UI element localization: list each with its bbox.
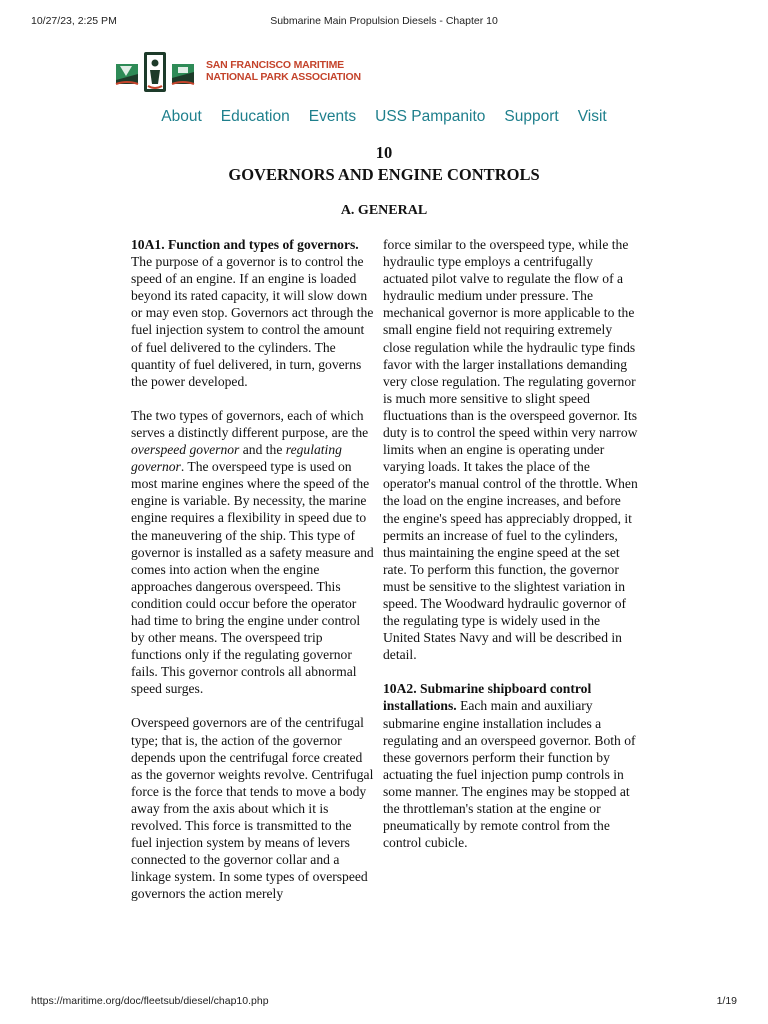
print-header: [0, 15, 768, 31]
paragraph-function-and-types: [131, 236, 376, 390]
print-url: https://maritime.org/doc/fleetsub/diesel/chap10.php: [31, 995, 269, 1007]
section-title: A. GENERAL: [340, 203, 428, 218]
section-heading-10a2: 10A2. Submarine shipboard control installations.: [383, 681, 592, 714]
nav-events-link[interactable]: Events: [308, 108, 357, 125]
paragraph-text: The purpose of a governor is to control the speed of an engine. If an engine is loaded beyond its rated capacity, it will slow down or may even stop. Governors act through the fuel injection system to control the amount of fuel delivered to the cylinders. The quantity of fuel delivered, in turn, governs the power developed.: [131, 254, 374, 389]
nav-education-link[interactable]: Education: [220, 108, 290, 125]
section-heading-10a1: 10A1. Function and types of governors.: [131, 237, 359, 252]
paragraph-text: Each main and auxiliary submarine engine installation includes a regulating and an overspeed governor. Both of these governors perform their function by actuating the fuel injection pump controls in some manner. The engines may be stopped at the throttleman's station at the engine or pneumatically by remote control from the control cubicle.: [383, 698, 636, 851]
paragraph-text: . The overspeed type is used on most marine engines where the speed of the engine is variable. By necessity, the marine engine requires a flexibility in speed due to the maneuvering of the ship. This type of governor is installed as a safety measure and comes into action when the engine approaches dangerous overspeed. This condition could occur before the operator had time to bring the engine under control by other means. The overspeed trip functions only if the regulating governor fails. This governor controls all abnormal speed surges.: [131, 459, 374, 697]
maritime-logo-icon: [112, 50, 202, 94]
left-column: [131, 236, 376, 919]
paragraph-overspeed-centrifugal: Overspeed governors are of the centrifugal type; that is, the action of the governor depends upon the centrifugal force created as the governor weights revolve. Centrifugal force is the force that tends to move a body away from the axis about which it is revolved. This force is transmitted to the fuel injection system by means of levers connected to the governor collar and a linkage system. In some types of overspeed governors the action merely: [131, 715, 374, 902]
print-footer: [0, 995, 768, 1011]
nav-uss-pampanito-link[interactable]: USS Pampanito: [375, 108, 486, 125]
paragraph-text: The two types of governors, each of which serves a distinctly different purpose, are the: [131, 407, 369, 440]
print-page-title: Submarine Main Propulsion Diesels - Chapter 10: [270, 15, 498, 27]
paragraph-text: and the: [242, 442, 283, 458]
main-nav: [0, 108, 768, 126]
paragraph-regulating-governor: force similar to the overspeed type, while the hydraulic type employs a centrifugally actuated pilot valve to regulate the flow of a hydraulic medium under pressure. The mechanical governor is more applicable to the small engine field not requiring extremely close regulation while the hydraulic type finds favor with the larger installations demanding very close regulation. The regulating governor is much more sensitive to slight speed fluctuations than is the overspeed governor. Its duty is to control the speed within very narrow limits when an engine is operating under varying loads. It takes the place of the operator's manual control of the throttle. When the load on the engine increases, and before the engine's speed has appreciably dropped, it permits an increase of fuel to the cylinders, thus maintaining the engine speed at the set rate. To perform this function, the governor must be sensitive to the slightest variation in speed. The Woodward hydraulic governor of the regulating type is widely used in the United States Navy and will be described in detail.: [383, 237, 638, 663]
chapter-number: 10: [375, 143, 393, 162]
print-page-number: 1/19: [716, 995, 737, 1007]
emphasis-regulating-governor: regulating governor: [131, 442, 342, 475]
right-column: [383, 236, 639, 868]
nav-visit-link[interactable]: Visit: [577, 108, 607, 125]
nav-about-link[interactable]: About: [161, 108, 202, 125]
nav-support-link[interactable]: Support: [504, 108, 559, 125]
emphasis-overspeed-governor: overspeed governor: [131, 442, 240, 458]
paragraph-shipboard-control: [383, 680, 639, 851]
paragraph-two-types: [131, 407, 376, 698]
chapter-title: GOVERNORS AND ENGINE CONTROLS: [228, 165, 540, 184]
logo-text-line1: SAN FRANCISCO MARITIME: [206, 59, 344, 71]
print-date: 10/27/23, 2:25 PM: [31, 15, 117, 27]
site-logo[interactable]: [112, 50, 361, 94]
logo-text-line2: NATIONAL PARK ASSOCIATION: [206, 71, 361, 83]
